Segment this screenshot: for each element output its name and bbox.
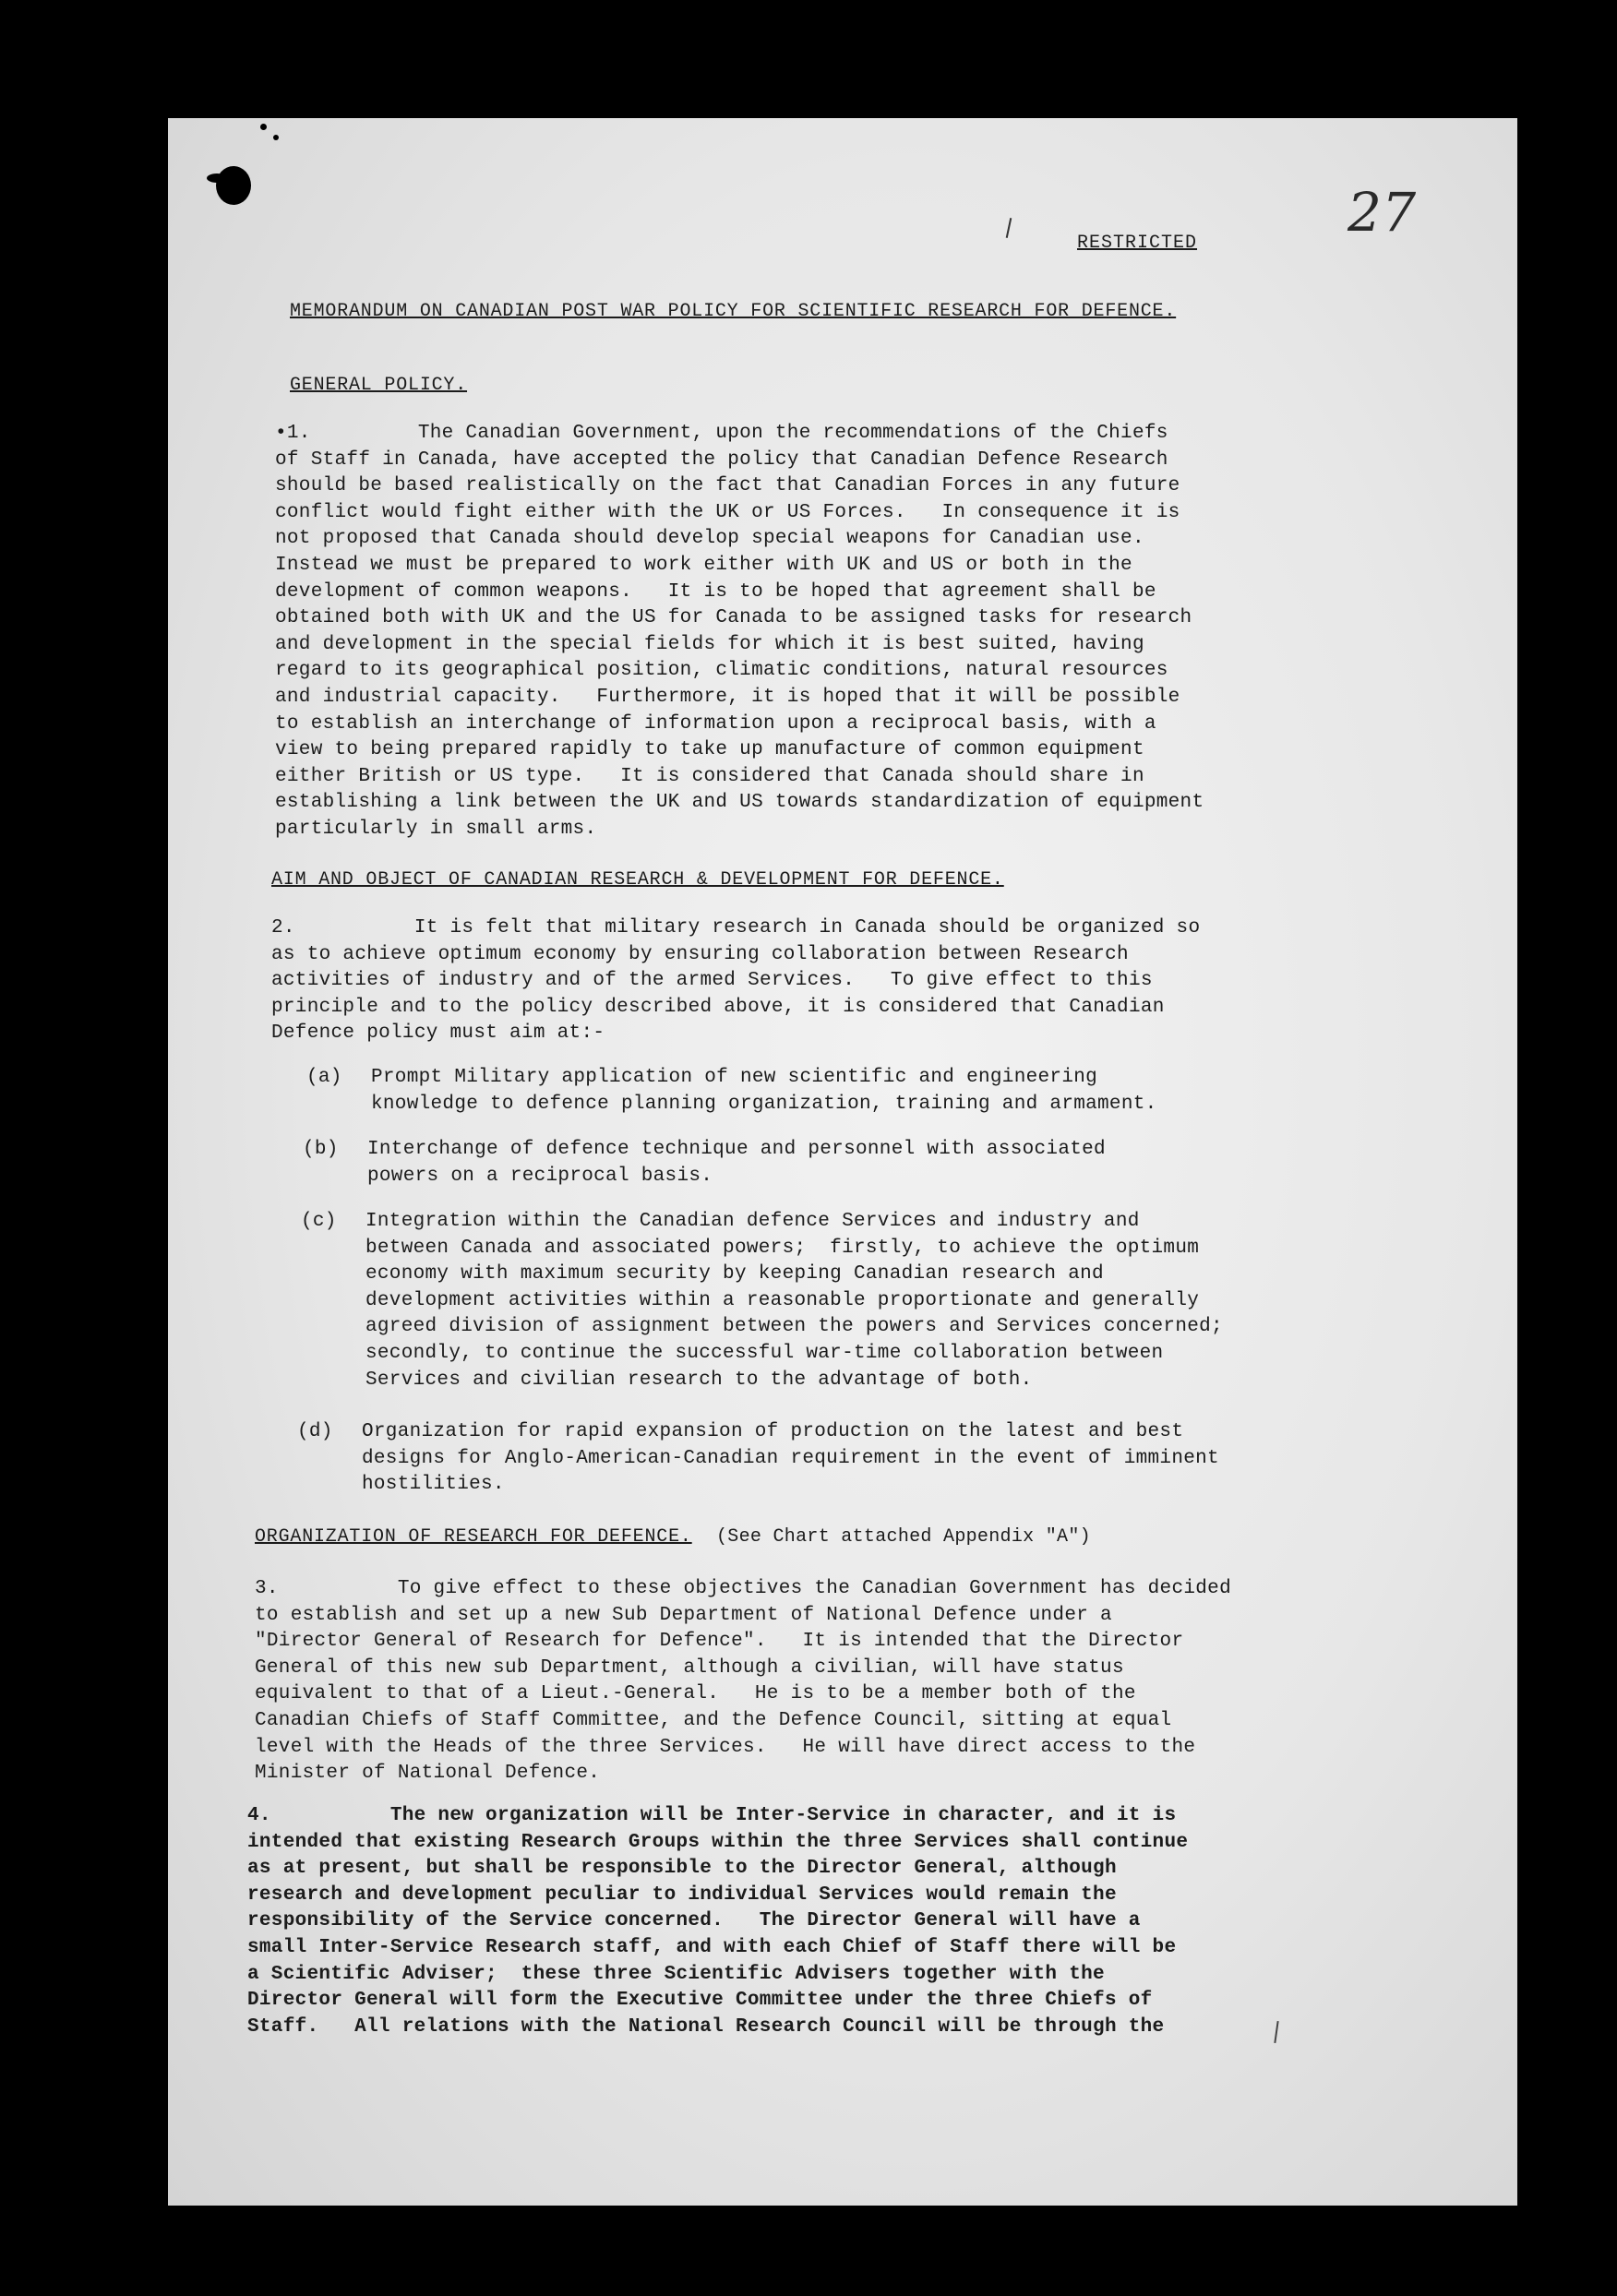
list-item-c [301, 1209, 1223, 1393]
paragraph-3: 3. To give effect to these objectives the Canadian Government has decided to establish and set up a new Sub Department of National Defence under a "Director General of Research for Defence". It is intended that the Director General of this new sub Department, although a civilian, will have status equivalent to that of a Lieut.-General. He is to be a member both of the Canadian Chiefs of Staff Committee, and the Defence Council, sitting at equal level with the Heads of the three Services. He will have direct access to the Minister of National Defence. [255, 1578, 1231, 1785]
section-heading-organization: ORGANIZATION OF RESEARCH FOR DEFENCE. [255, 1526, 692, 1548]
list-item-text: Integration within the Canadian defence Services and industry and between Canada and associated powers; firstly, to achieve the optimum economy with maximum security by keeping Canadian research and development activities within a reasonable proportionate and generally agreed division of assignment between the powers and Services concerned; secondly, to continue the successful war-time collaboration between Services and civilian research to the advantage of both. [365, 1211, 1223, 1391]
classification-label: RESTRICTED [1077, 233, 1198, 254]
section-heading-general-policy: GENERAL POLICY. [290, 375, 468, 396]
document-content [168, 118, 1517, 2206]
list-item-label: (b) [303, 1139, 339, 1160]
paragraph-4: 4. The new organization will be Inter-Service in character, and it is intended that existing Research Groups within the three Services shall continue as at present, but shall be responsible to the Director General, although research and development peculiar to individual Services would remain the responsibility of the Service concerned. The Director General will have a small Inter-Service Research staff, and with each Chief of Staff there will be a Scientific Adviser; these three Scientific Advisers together with the Director General will form the Executive Committee under the three Chiefs of Staff. All relations with the National Research Council will be through the [247, 1805, 1189, 2038]
list-item-b [303, 1137, 1106, 1190]
list-item-label: (d) [297, 1421, 333, 1442]
section-heading-organization-row [255, 1525, 1091, 1550]
pen-mark [1274, 2021, 1278, 2043]
list-item-d [297, 1419, 1219, 1499]
appendix-note: (See Chart attached Appendix "A") [715, 1526, 1091, 1548]
section-heading-aim: AIM AND OBJECT OF CANADIAN RESEARCH & DEVELOPMENT FOR DEFENCE. [271, 869, 1004, 891]
pen-mark [1006, 218, 1012, 238]
list-item-text: Organization for rapid expansion of production on the latest and best designs for Anglo-American-Canadian requirement in the event of imminent hostilities. [362, 1421, 1219, 1496]
document-title: MEMORANDUM ON CANADIAN POST WAR POLICY FOR SCIENTIFIC RESEARCH FOR DEFENCE. [290, 301, 1177, 322]
list-item-a [306, 1065, 1157, 1118]
paragraph-1: •1. The Canadian Government, upon the recommendations of the Chiefs of Staff in Canada, have accepted the policy that Canadian Defence Research should be based realistically on the fact that Canadian Forces in any future conflict would fight either with the UK or US Forces. In consequence it is not proposed that Canada should develop special weapons for Canadian use. Instead we must be prepared to work either with UK and US or both in the development of common weapons. It is to be hoped that agreement shall be obtained both with UK and the US for Canada to be assigned tasks for research and development in the special fields for which it is best suited, having regard to its geographical position, climatic conditions, natural resources and industrial capacity. Furthermore, it is hoped that it will be possible to establish an interchange of information upon a reciprocal basis, with a view to being prepared rapidly to take up manufacture of common equipment either British or US type. It is considered that Canada should share in establishing a link between the UK and US towards standardization of equipment particularly in small arms. [275, 423, 1204, 840]
list-item-label: (c) [301, 1211, 337, 1232]
list-item-label: (a) [306, 1067, 342, 1088]
page-number: 27 [1348, 181, 1417, 244]
paragraph-2: 2. It is felt that military research in Canada should be organized so as to achieve optimum economy by ensuring collaboration between Research activities of industry and of the armed Services. To give effect to this principle and to the policy described above, it is considered that Canadian Defence policy must aim at:- [271, 917, 1201, 1045]
list-item-text: Interchange of defence technique and personnel with associated powers on a reciprocal basis. [367, 1139, 1106, 1187]
list-item-text: Prompt Military application of new scientific and engineering knowledge to defence planning organization, training and armament. [371, 1067, 1157, 1115]
document-page [168, 118, 1517, 2206]
